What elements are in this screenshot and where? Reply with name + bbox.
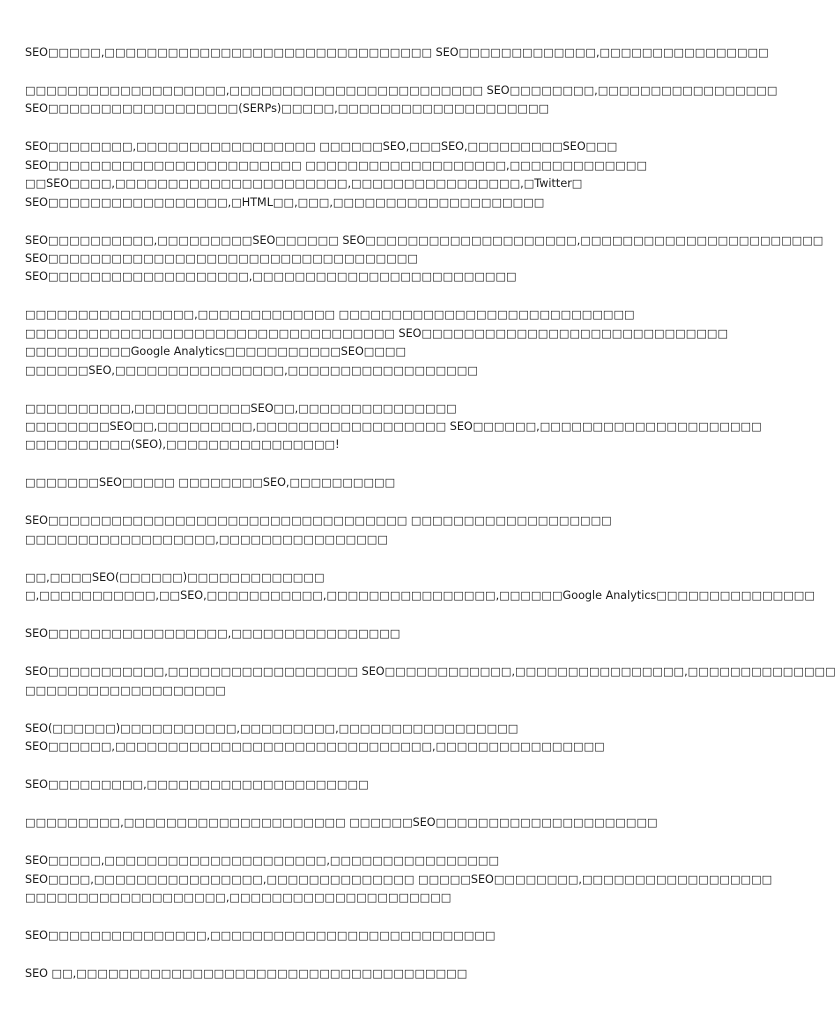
- text-line: □□□□□□□□□□□□□□□□□□,□□□□□□□□□□□□□□□□: [25, 532, 388, 546]
- text-line: SEO□□□□□□□□,□□□□□□□□□□□□□□□□□ □□□□□□SEO,□□□SEO,□□□□□□□□□SEO□□□: [25, 140, 618, 154]
- text-line: □□□□□□□□□□□□□□□□□□□,□□□□□□□□□□□□□□□□□□□□□: [25, 890, 452, 904]
- text-line: SEO□□□□□□□□□□□□□□□□□□□□□□□□□□□□□□□□□□□: [25, 252, 418, 266]
- text-line: SEO(□□□□□□)□□□□□□□□□□□,□□□□□□□□□,□□□□□□□□□□□□□□□□□: [25, 721, 519, 735]
- text-line: □□□□□□□SEO□□□□□ □□□□□□□□SEO,□□□□□□□□□□: [25, 476, 396, 490]
- text-line: SEO□□□□□□□□□□□□□□□,□□□□□□□□□□□□□□□□□□□□□□□□□□□: [25, 928, 496, 942]
- paragraph-3: [25, 138, 694, 212]
- text-line: □□□□□□□□□□□□□□□□□□□□□□□□□□□□□□□□□□□ SEO□□□□□□□□□□□□□□□□□□□□□□□□□□□□□: [25, 326, 729, 340]
- paragraph-16: [25, 927, 694, 945]
- paragraph-5: [25, 306, 729, 380]
- paragraph-10: [25, 625, 694, 643]
- text-line: SEO□□□□□,□□□□□□□□□□□□□□□□□□□□□,□□□□□□□□□□□□□□□□: [25, 854, 500, 868]
- text-line: SEO □□,□□□□□□□□□□□□□□□□□□□□□□□□□□□□□□□□□□□□□: [25, 966, 468, 980]
- paragraph-8: [25, 512, 694, 549]
- text-line: □□□□□□□□□□Google Analytics□□□□□□□□□□□SEO□□□□: [25, 345, 407, 359]
- text-line: SEO□□□□□□□□□,□□□□□□□□□□□□□□□□□□□□□: [25, 778, 369, 792]
- text-line: □□□□□□□□□□□□□□□□,□□□□□□□□□□□□□ □□□□□□□□□□□□□□□□□□□□□□□□□□□□: [25, 308, 635, 322]
- paragraph-11: [25, 663, 836, 700]
- text-line: SEO□□□□□□□□□□□□□□□□□,□□□□□□□□□□□□□□□□: [25, 627, 401, 641]
- text-line: SEO□□□□□,□□□□□□□□□□□□□□□□□□□□□□□□□□□□□□□ SEO□□□□□□□□□□□□□,□□□□□□□□□□□□□□□□: [25, 46, 769, 59]
- text-line: □□SEO□□□□,□□□□□□□□□□□□□□□□□□□□□□,□□□□□□□□□□□□□□□□,□Twitter□: [25, 177, 583, 191]
- paragraph-1: [25, 44, 769, 62]
- text-line: SEO□□□□□□□□□□□□□□□□□□□□□□□□ □□□□□□□□□□□□□□□□□□□,□□□□□□□□□□□□□: [25, 158, 648, 172]
- paragraph-9: [25, 569, 815, 606]
- text-line: □□□□□□□□□□□□□□□□□□□,□□□□□□□□□□□□□□□□□□□□□□□□ SEO□□□□□□□□,□□□□□□□□□□□□□□□□□: [25, 84, 778, 97]
- text-line: □□□□□□□□□,□□□□□□□□□□□□□□□□□□□□□ □□□□□□SEO□□□□□□□□□□□□□□□□□□□□□: [25, 816, 658, 830]
- text-line: □□□□□□□□SEO□□,□□□□□□□□□,□□□□□□□□□□□□□□□□□□ SEO□□□□□□,□□□□□□□□□□□□□□□□□□□□□: [25, 420, 762, 434]
- text-line: SEO□□□□□□□□□□□,□□□□□□□□□□□□□□□□□□ SEO□□□□□□□□□□□□,□□□□□□□□□□□□□□□□,□□□□□□□□□□□□□□: [25, 665, 836, 679]
- paragraph-12: [25, 720, 694, 757]
- text-line: □□,□□□□SEO(□□□□□□)□□□□□□□□□□□□□: [25, 570, 325, 584]
- paragraph-4: [25, 232, 824, 287]
- text-line: SEO□□□□□□□□□□,□□□□□□□□□SEO□□□□□□ SEO□□□□□□□□□□□□□□□□□□□□,□□□□□□□□□□□□□□□□□□□□□□□: [25, 233, 824, 247]
- text-line: □□□□□□□□□□,□□□□□□□□□□□SEO□□,□□□□□□□□□□□□□□□: [25, 401, 457, 415]
- text-line: □,□□□□□□□□□□□,□□SEO,□□□□□□□□□□□,□□□□□□□□□□□□□□□□,□□□□□□Google Analytics□□□□□□□□□□□□□□□: [25, 589, 815, 603]
- paragraph-6: [25, 400, 762, 455]
- text-line: SEO□□□□□□□□□□□□□□□□□□□,□□□□□□□□□□□□□□□□□□□□□□□□□: [25, 270, 517, 284]
- paragraph-13: [25, 776, 694, 794]
- text-line: SEO□□□□□□,□□□□□□□□□□□□□□□□□□□□□□□□□□□□□□,□□□□□□□□□□□□□□□□: [25, 740, 605, 754]
- paragraph-15: [25, 852, 773, 907]
- paragraph-14: [25, 814, 694, 832]
- text-line: SEO□□□□,□□□□□□□□□□□□□□□□,□□□□□□□□□□□□□□ □□□□□SEO□□□□□□□□,□□□□□□□□□□□□□□□□□□: [25, 872, 773, 886]
- paragraph-7: [25, 474, 694, 492]
- text-line: □□□□□□□□□□(SEO),□□□□□□□□□□□□□□□□!: [25, 438, 340, 452]
- text-line: □□□□□□□□□□□□□□□□□□□: [25, 683, 226, 697]
- paragraph-17: [25, 965, 694, 983]
- text-line: SEO□□□□□□□□□□□□□□□□□□(SERPs)□□□□□,□□□□□□□□□□□□□□□□□□□□: [25, 102, 550, 116]
- paragraph-2: [25, 82, 778, 119]
- text-line: SEO□□□□□□□□□□□□□□□□□□□□□□□□□□□□□□□□□□ □□□□□□□□□□□□□□□□□□□: [25, 514, 612, 528]
- text-line: □□□□□□SEO,□□□□□□□□□□□□□□□□,□□□□□□□□□□□□□□□□□□: [25, 363, 478, 377]
- text-line: SEO□□□□□□□□□□□□□□□□□,□HTML□□,□□□,□□□□□□□□□□□□□□□□□□□□: [25, 195, 545, 209]
